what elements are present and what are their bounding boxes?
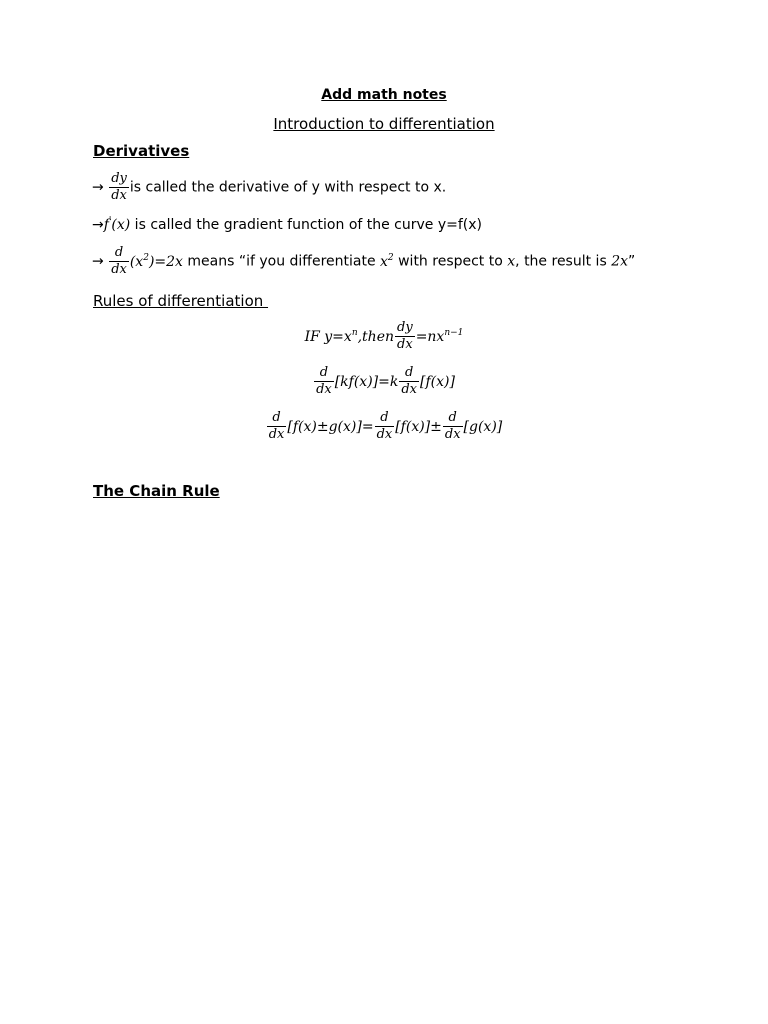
derivative-definition-line — [92, 171, 446, 204]
document-title: Add math notes — [321, 87, 447, 103]
rule3-expr: [f(x)±g(x)]= — [287, 418, 374, 435]
rule2-expr2: [f(x)] — [420, 373, 455, 390]
arrow-right-icon: → — [92, 217, 104, 233]
sum-difference-formula — [266, 410, 503, 442]
fraction-numerator: d — [314, 365, 334, 382]
result-expression: 2x — [611, 253, 629, 270]
gradient-function-line — [92, 215, 482, 235]
rule2-expr: [kf(x)]=k — [334, 373, 399, 390]
power-rule-formula — [304, 320, 464, 352]
x2-sup: 2 — [387, 252, 394, 263]
section-heading-chain-rule: The Chain Rule — [93, 482, 220, 500]
fraction-numerator: d — [109, 245, 129, 262]
section-heading-rules: Rules of differentiation — [93, 292, 269, 310]
x-squared-inline — [380, 254, 394, 270]
line3-text-d: ” — [628, 253, 636, 270]
d-dx-fraction — [375, 410, 395, 443]
fraction-denominator: dx — [111, 262, 127, 277]
fraction-numerator: d — [267, 410, 287, 427]
line1-text: is called the derivative of y with respect to x. — [129, 179, 447, 196]
constant-multiple-rule — [0, 365, 768, 398]
fraction-denominator: dx — [268, 427, 285, 442]
fraction-denominator: dx — [401, 382, 417, 397]
constant-multiple-formula — [313, 365, 455, 397]
rule1-lead-sup: n — [351, 327, 358, 338]
rule3-expr3: [g(x)] — [463, 418, 503, 435]
dy-dx-fraction — [395, 320, 415, 353]
fraction-numerator: d — [443, 410, 463, 427]
line3-text-b: with respect to — [393, 253, 508, 270]
fraction-denominator: dx — [397, 337, 413, 352]
fraction-denominator: dx — [316, 382, 332, 397]
d-dx-fraction — [399, 365, 419, 398]
example-derivative-line — [92, 245, 635, 278]
rule1-lead: IF y=x — [304, 328, 352, 345]
f-argument: (x) — [111, 217, 131, 233]
expr-close: )=2x — [148, 253, 183, 270]
line3-text-c: , the result is — [515, 253, 612, 270]
x-squared-expression — [130, 254, 183, 270]
expr-open: (x — [129, 253, 144, 270]
d-dx-fraction — [109, 245, 129, 278]
rule3-expr2: [f(x)]± — [395, 418, 442, 435]
dy-dx-fraction — [109, 171, 129, 204]
d-dx-fraction — [443, 410, 463, 443]
line2-text: is called the gradient function of the curve y=f(x) — [130, 217, 483, 233]
fraction-numerator: dy — [111, 171, 127, 186]
power-rule — [0, 320, 768, 353]
fraction-denominator: dx — [111, 188, 127, 203]
rule1-mid: ,then — [357, 328, 395, 345]
d-dx-fraction — [267, 410, 287, 443]
rule1-tail: =nx — [415, 328, 445, 345]
f-symbol: f — [103, 217, 109, 233]
fraction-denominator: dx — [444, 427, 461, 442]
fraction-numerator: d — [375, 410, 395, 427]
x-variable: x — [507, 253, 516, 270]
expr-sup: 2 — [143, 252, 149, 263]
prime-symbol: ' — [108, 216, 112, 226]
document-subtitle: Introduction to differentiation — [273, 115, 495, 133]
fraction-numerator: d — [399, 365, 419, 382]
arrow-right-icon: → — [92, 253, 104, 270]
x2-base: x — [380, 253, 388, 270]
fraction-numerator: dy — [397, 320, 413, 335]
sum-difference-rule — [0, 410, 768, 443]
d-dx-fraction — [314, 365, 334, 398]
arrow-right-icon: → — [92, 179, 104, 196]
rule1-tail-sup: n−1 — [444, 327, 464, 338]
section-heading-derivatives: Derivatives — [93, 142, 190, 160]
fraction-denominator: dx — [376, 427, 393, 442]
line3-text-a: means “if you differentiate — [182, 253, 381, 270]
